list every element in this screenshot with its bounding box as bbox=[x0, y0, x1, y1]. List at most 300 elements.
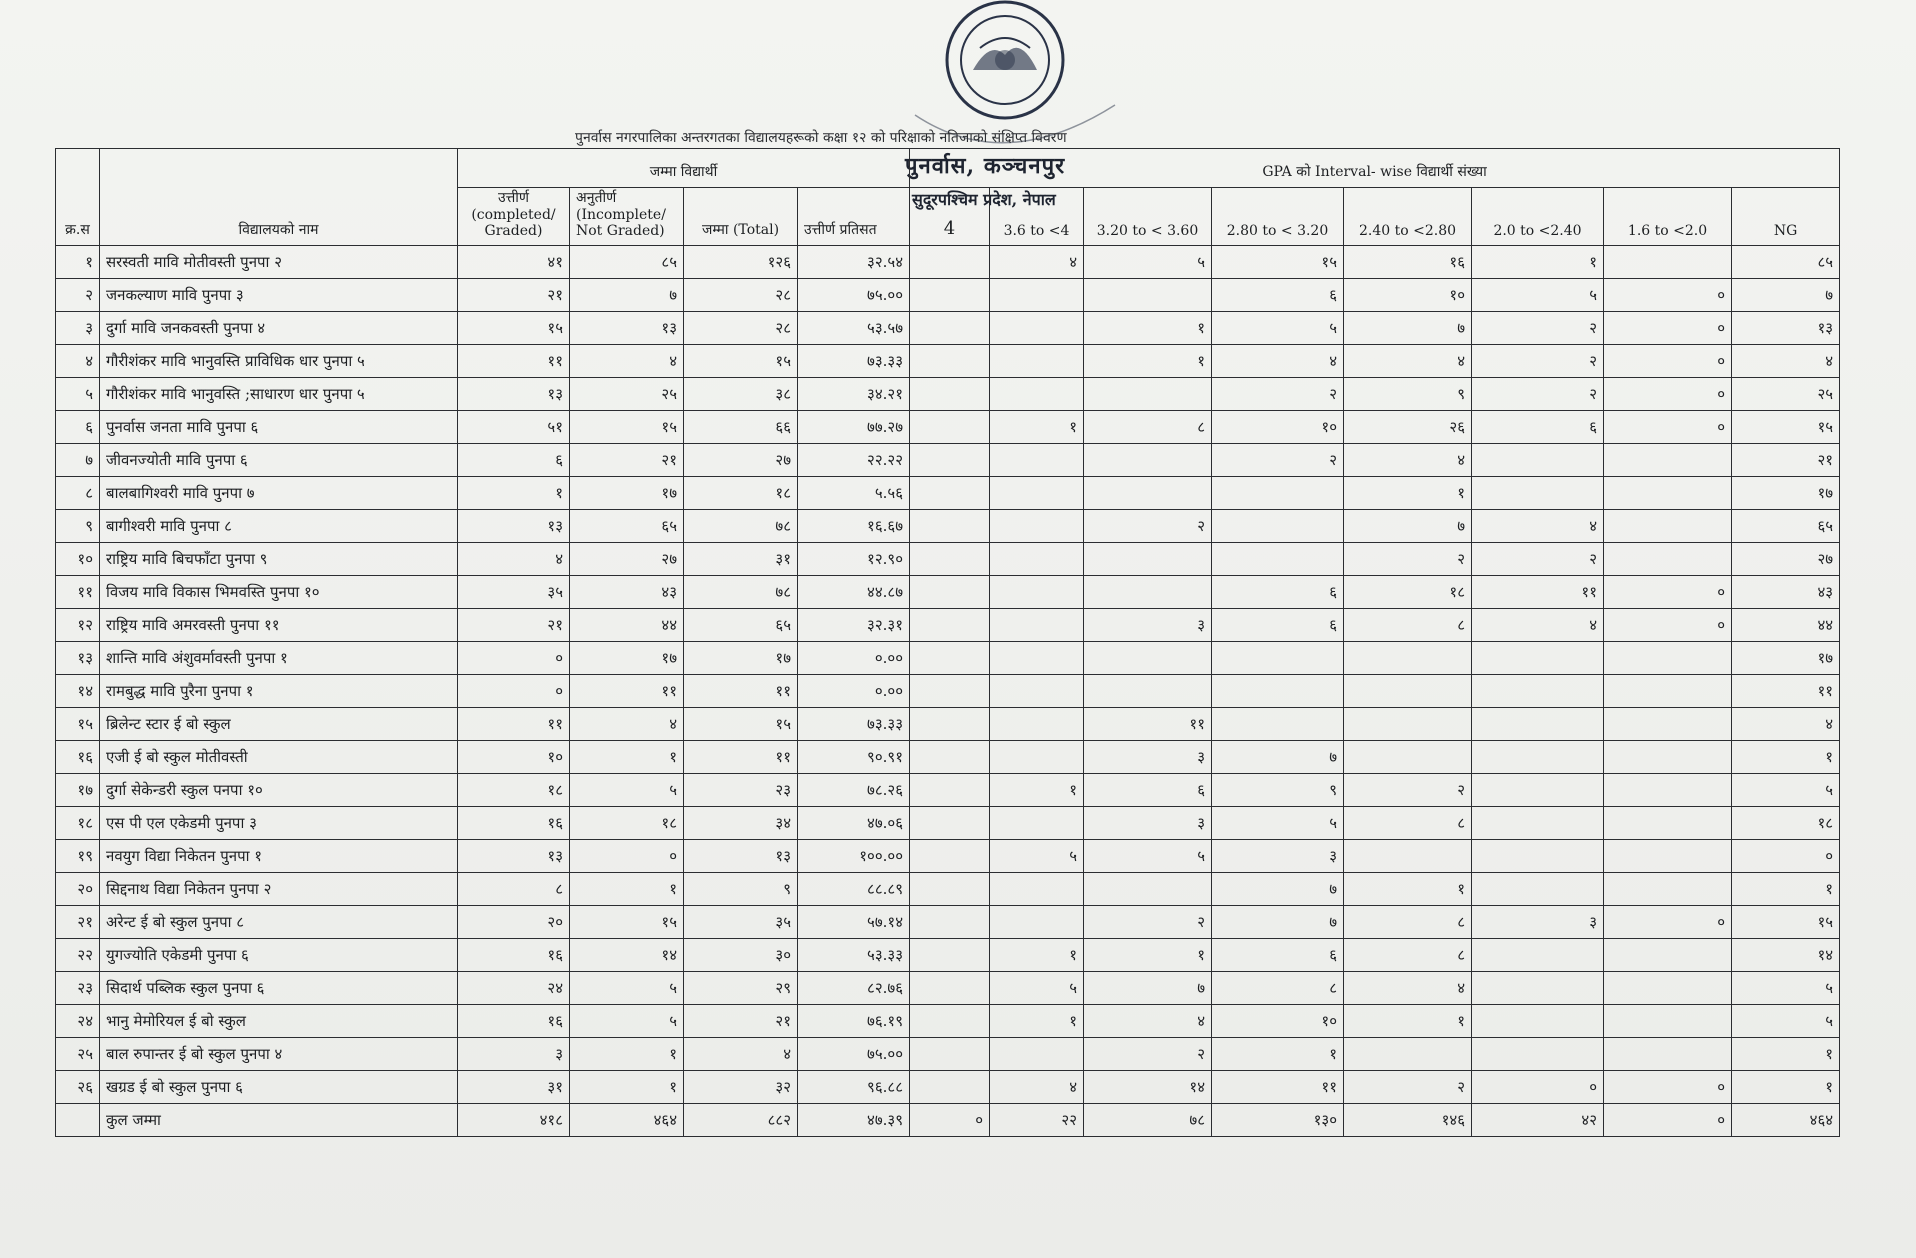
header-gpa-2-0: 2.0 to <2.40 bbox=[1472, 188, 1604, 246]
row-ng: ६५ bbox=[1732, 510, 1840, 543]
row-gpa-2-4: ९ bbox=[1344, 378, 1472, 411]
row-ng: ८५ bbox=[1732, 246, 1840, 279]
table-row bbox=[56, 675, 1840, 708]
row-pass-percent: ३४.२१ bbox=[798, 378, 910, 411]
row-passed: ११ bbox=[458, 345, 570, 378]
row-gpa-2-8: ४ bbox=[1212, 345, 1344, 378]
row-school-name: सरस्वती मावि मोतीवस्ती पुनपा २ bbox=[100, 246, 458, 279]
row-gpa-4 bbox=[910, 873, 990, 906]
row-gpa-2-8: ५ bbox=[1212, 807, 1344, 840]
row-school-name: युगज्योति एकेडमी पुनपा ६ bbox=[100, 939, 458, 972]
row-gpa-4 bbox=[910, 477, 990, 510]
table-row bbox=[56, 378, 1840, 411]
row-gpa-2-4: १ bbox=[1344, 1005, 1472, 1038]
row-gpa-2-8: १० bbox=[1212, 1005, 1344, 1038]
row-gpa-4 bbox=[910, 972, 990, 1005]
row-gpa-2-0: २ bbox=[1472, 378, 1604, 411]
row-failed: २७ bbox=[570, 543, 684, 576]
row-gpa-3-6 bbox=[990, 279, 1084, 312]
total-label: कुल जम्मा bbox=[100, 1104, 458, 1137]
results-body bbox=[56, 246, 1840, 1104]
row-gpa-1-6 bbox=[1604, 807, 1732, 840]
row-failed: ११ bbox=[570, 675, 684, 708]
row-gpa-2-8: ७ bbox=[1212, 741, 1344, 774]
row-gpa-1-6: ० bbox=[1604, 279, 1732, 312]
row-failed: १ bbox=[570, 741, 684, 774]
row-sn: ३ bbox=[56, 312, 100, 345]
row-passed: १३ bbox=[458, 840, 570, 873]
row-sn: २५ bbox=[56, 1038, 100, 1071]
row-gpa-1-6 bbox=[1604, 972, 1732, 1005]
row-ng: १५ bbox=[1732, 906, 1840, 939]
row-ng: १५ bbox=[1732, 411, 1840, 444]
row-gpa-3-2 bbox=[1084, 675, 1212, 708]
row-ng: १ bbox=[1732, 1038, 1840, 1071]
row-passed: ३ bbox=[458, 1038, 570, 1071]
total-row bbox=[56, 1104, 1840, 1137]
row-gpa-1-6 bbox=[1604, 840, 1732, 873]
row-passed: ३५ bbox=[458, 576, 570, 609]
header-failed-line1: अनुतीर्ण bbox=[576, 190, 617, 206]
row-gpa-2-4: ८ bbox=[1344, 939, 1472, 972]
table-row bbox=[56, 873, 1840, 906]
row-pass-percent: ५३.३३ bbox=[798, 939, 910, 972]
row-total: २१ bbox=[684, 1005, 798, 1038]
table-row bbox=[56, 444, 1840, 477]
header-ng: NG bbox=[1732, 188, 1840, 246]
row-gpa-3-2: १ bbox=[1084, 345, 1212, 378]
row-gpa-2-8: ७ bbox=[1212, 873, 1344, 906]
row-total: ३८ bbox=[684, 378, 798, 411]
row-passed: ४१ bbox=[458, 246, 570, 279]
total-gpa-3-6: २२ bbox=[990, 1104, 1084, 1137]
row-pass-percent: ५७.१४ bbox=[798, 906, 910, 939]
row-passed: १६ bbox=[458, 1005, 570, 1038]
row-sn: १२ bbox=[56, 609, 100, 642]
table-row bbox=[56, 1038, 1840, 1071]
row-gpa-2-4: ४ bbox=[1344, 972, 1472, 1005]
row-pass-percent: ०.०० bbox=[798, 642, 910, 675]
row-failed: १५ bbox=[570, 906, 684, 939]
table-row bbox=[56, 312, 1840, 345]
row-school-name: दुर्गा सेकेन्डरी स्कुल पनपा १० bbox=[100, 774, 458, 807]
header-gpa-4: 4 bbox=[910, 188, 990, 246]
row-gpa-4 bbox=[910, 675, 990, 708]
row-gpa-3-2: ५ bbox=[1084, 246, 1212, 279]
row-gpa-3-2: ३ bbox=[1084, 609, 1212, 642]
row-ng: ४ bbox=[1732, 708, 1840, 741]
row-gpa-2-8: ६ bbox=[1212, 939, 1344, 972]
row-gpa-2-8: ६ bbox=[1212, 609, 1344, 642]
total-gpa-2-4: १४६ bbox=[1344, 1104, 1472, 1137]
row-failed: १ bbox=[570, 873, 684, 906]
row-gpa-1-6 bbox=[1604, 246, 1732, 279]
row-sn: ६ bbox=[56, 411, 100, 444]
row-failed: १५ bbox=[570, 411, 684, 444]
row-sn: ५ bbox=[56, 378, 100, 411]
row-sn: २ bbox=[56, 279, 100, 312]
row-sn: १ bbox=[56, 246, 100, 279]
row-gpa-4 bbox=[910, 444, 990, 477]
row-gpa-2-8: २ bbox=[1212, 378, 1344, 411]
total-sn-cell bbox=[56, 1104, 100, 1137]
row-ng: ४३ bbox=[1732, 576, 1840, 609]
row-total: ११ bbox=[684, 741, 798, 774]
row-gpa-4 bbox=[910, 609, 990, 642]
total-failed: ४६४ bbox=[570, 1104, 684, 1137]
row-school-name: गौरीशंकर मावि भानुवस्ति प्राविधिक धार पुनपा ५ bbox=[100, 345, 458, 378]
row-gpa-2-4: १ bbox=[1344, 477, 1472, 510]
row-gpa-3-6 bbox=[990, 543, 1084, 576]
total-gpa-4: ० bbox=[910, 1104, 990, 1137]
row-gpa-2-4: ८ bbox=[1344, 609, 1472, 642]
row-total: २८ bbox=[684, 312, 798, 345]
row-total: ७८ bbox=[684, 510, 798, 543]
row-ng: ४४ bbox=[1732, 609, 1840, 642]
row-pass-percent: ७३.३३ bbox=[798, 345, 910, 378]
row-gpa-4 bbox=[910, 708, 990, 741]
row-gpa-2-0 bbox=[1472, 840, 1604, 873]
row-gpa-4 bbox=[910, 312, 990, 345]
header-sn: क्र.स bbox=[56, 149, 100, 246]
row-school-name: सिद्दनाथ विद्या निकेतन पुनपा २ bbox=[100, 873, 458, 906]
row-school-name: गौरीशंकर मावि भानुवस्ति ;साधारण धार पुनपा ५ bbox=[100, 378, 458, 411]
row-gpa-3-6: १ bbox=[990, 1005, 1084, 1038]
table-row bbox=[56, 939, 1840, 972]
row-passed: २१ bbox=[458, 609, 570, 642]
row-gpa-4 bbox=[910, 1038, 990, 1071]
row-gpa-3-6 bbox=[990, 609, 1084, 642]
row-gpa-4 bbox=[910, 939, 990, 972]
row-total: ७८ bbox=[684, 576, 798, 609]
row-sn: ९ bbox=[56, 510, 100, 543]
row-gpa-2-0 bbox=[1472, 774, 1604, 807]
row-passed: १६ bbox=[458, 939, 570, 972]
table-row bbox=[56, 477, 1840, 510]
row-ng: ५ bbox=[1732, 1005, 1840, 1038]
row-gpa-2-8: १५ bbox=[1212, 246, 1344, 279]
row-ng: ११ bbox=[1732, 675, 1840, 708]
row-school-name: राष्ट्रिय मावि बिचफाँटा पुनपा ९ bbox=[100, 543, 458, 576]
row-gpa-2-0: ५ bbox=[1472, 279, 1604, 312]
total-gpa-1-6: ० bbox=[1604, 1104, 1732, 1137]
row-gpa-3-6 bbox=[990, 1038, 1084, 1071]
row-gpa-1-6: ० bbox=[1604, 1071, 1732, 1104]
row-gpa-2-0: २ bbox=[1472, 543, 1604, 576]
row-failed: १ bbox=[570, 1071, 684, 1104]
row-gpa-2-0: ० bbox=[1472, 1071, 1604, 1104]
row-gpa-1-6 bbox=[1604, 510, 1732, 543]
row-total: २९ bbox=[684, 972, 798, 1005]
row-gpa-4 bbox=[910, 1071, 990, 1104]
header-gpa-1-6: 1.6 to <2.0 bbox=[1604, 188, 1732, 246]
row-gpa-2-4 bbox=[1344, 840, 1472, 873]
table-row bbox=[56, 906, 1840, 939]
row-sn: २० bbox=[56, 873, 100, 906]
row-gpa-3-6 bbox=[990, 378, 1084, 411]
row-passed: ० bbox=[458, 642, 570, 675]
table-row bbox=[56, 411, 1840, 444]
row-gpa-2-8: ९ bbox=[1212, 774, 1344, 807]
row-gpa-3-6: ५ bbox=[990, 972, 1084, 1005]
header-gpa-3-6: 3.6 to <4 bbox=[990, 188, 1084, 246]
row-school-name: रामबुद्ध मावि पुरैना पुनपा १ bbox=[100, 675, 458, 708]
row-gpa-2-4: २ bbox=[1344, 1071, 1472, 1104]
row-gpa-1-6: ० bbox=[1604, 576, 1732, 609]
row-gpa-2-4: ४ bbox=[1344, 345, 1472, 378]
row-total: ३२ bbox=[684, 1071, 798, 1104]
row-sn: १५ bbox=[56, 708, 100, 741]
row-gpa-3-6 bbox=[990, 477, 1084, 510]
table-row bbox=[56, 543, 1840, 576]
header-gpa-3-2: 3.20 to < 3.60 bbox=[1084, 188, 1212, 246]
row-gpa-2-0 bbox=[1472, 675, 1604, 708]
row-gpa-2-8 bbox=[1212, 675, 1344, 708]
row-total: १८ bbox=[684, 477, 798, 510]
row-gpa-1-6 bbox=[1604, 675, 1732, 708]
header-failed bbox=[570, 188, 684, 246]
row-school-name: बागीश्वरी मावि पुनपा ८ bbox=[100, 510, 458, 543]
stamp-place-text: पुनर्वास, कञ्चनपुर bbox=[905, 153, 1066, 179]
row-gpa-2-0: ४ bbox=[1472, 609, 1604, 642]
row-gpa-4 bbox=[910, 774, 990, 807]
row-school-name: खग्रड ई बो स्कुल पुनपा ६ bbox=[100, 1071, 458, 1104]
row-sn: १० bbox=[56, 543, 100, 576]
row-gpa-2-0 bbox=[1472, 873, 1604, 906]
row-pass-percent: ७५.०० bbox=[798, 279, 910, 312]
row-ng: २७ bbox=[1732, 543, 1840, 576]
row-gpa-2-0: २ bbox=[1472, 345, 1604, 378]
total-gpa-2-0: ४२ bbox=[1472, 1104, 1604, 1137]
row-gpa-2-8: ३ bbox=[1212, 840, 1344, 873]
row-gpa-4 bbox=[910, 279, 990, 312]
row-gpa-3-6 bbox=[990, 312, 1084, 345]
row-gpa-2-0 bbox=[1472, 741, 1604, 774]
row-school-name: राष्ट्रिय मावि अमरवस्ती पुनपा ११ bbox=[100, 609, 458, 642]
row-gpa-2-4: १६ bbox=[1344, 246, 1472, 279]
table-row bbox=[56, 642, 1840, 675]
row-passed: १० bbox=[458, 741, 570, 774]
row-failed: ५ bbox=[570, 774, 684, 807]
row-passed: ३१ bbox=[458, 1071, 570, 1104]
header-failed-line3: Not Graded) bbox=[576, 223, 665, 239]
row-gpa-2-4: १ bbox=[1344, 873, 1472, 906]
table-row bbox=[56, 708, 1840, 741]
row-gpa-2-8 bbox=[1212, 543, 1344, 576]
row-pass-percent: २२.२२ bbox=[798, 444, 910, 477]
row-gpa-4 bbox=[910, 906, 990, 939]
row-total: ४ bbox=[684, 1038, 798, 1071]
row-ng: ० bbox=[1732, 840, 1840, 873]
row-total: ६६ bbox=[684, 411, 798, 444]
total-ng: ४६४ bbox=[1732, 1104, 1840, 1137]
row-pass-percent: १६.६७ bbox=[798, 510, 910, 543]
row-gpa-3-6: १ bbox=[990, 411, 1084, 444]
row-gpa-1-6 bbox=[1604, 444, 1732, 477]
total-total: ८८२ bbox=[684, 1104, 798, 1137]
row-gpa-3-2: २ bbox=[1084, 510, 1212, 543]
row-passed: २४ bbox=[458, 972, 570, 1005]
table-row bbox=[56, 510, 1840, 543]
table-row bbox=[56, 807, 1840, 840]
row-gpa-1-6: ० bbox=[1604, 378, 1732, 411]
row-passed: १३ bbox=[458, 510, 570, 543]
row-failed: १७ bbox=[570, 477, 684, 510]
row-gpa-4 bbox=[910, 345, 990, 378]
row-gpa-3-2 bbox=[1084, 642, 1212, 675]
row-gpa-2-8 bbox=[1212, 510, 1344, 543]
header-passed-line2: (completed/ bbox=[471, 207, 556, 223]
row-passed: १ bbox=[458, 477, 570, 510]
row-school-name: ब्रिलेन्ट स्टार ई बो स्कुल bbox=[100, 708, 458, 741]
row-ng: १३ bbox=[1732, 312, 1840, 345]
row-sn: १८ bbox=[56, 807, 100, 840]
row-passed: ८ bbox=[458, 873, 570, 906]
row-school-name: जनकल्याण मावि पुनपा ३ bbox=[100, 279, 458, 312]
row-passed: ६ bbox=[458, 444, 570, 477]
row-gpa-1-6: ० bbox=[1604, 345, 1732, 378]
header-passed-line3: Graded) bbox=[484, 223, 543, 239]
row-sn: २४ bbox=[56, 1005, 100, 1038]
row-failed: १४ bbox=[570, 939, 684, 972]
row-gpa-3-2: १ bbox=[1084, 939, 1212, 972]
row-gpa-2-4: १८ bbox=[1344, 576, 1472, 609]
row-gpa-2-8 bbox=[1212, 477, 1344, 510]
row-gpa-2-4: २६ bbox=[1344, 411, 1472, 444]
row-gpa-3-6: ४ bbox=[990, 1071, 1084, 1104]
row-failed: ७ bbox=[570, 279, 684, 312]
row-passed: ११ bbox=[458, 708, 570, 741]
row-total: १५ bbox=[684, 345, 798, 378]
row-gpa-4 bbox=[910, 741, 990, 774]
row-failed: ४३ bbox=[570, 576, 684, 609]
row-gpa-2-4: ८ bbox=[1344, 906, 1472, 939]
row-school-name: दुर्गा मावि जनकवस्ती पुनपा ४ bbox=[100, 312, 458, 345]
row-gpa-1-6 bbox=[1604, 873, 1732, 906]
row-ng: ४ bbox=[1732, 345, 1840, 378]
row-gpa-1-6 bbox=[1604, 1038, 1732, 1071]
row-gpa-1-6 bbox=[1604, 774, 1732, 807]
row-gpa-2-4 bbox=[1344, 741, 1472, 774]
row-school-name: सिदार्थ पब्लिक स्कुल पुनपा ६ bbox=[100, 972, 458, 1005]
table-row bbox=[56, 246, 1840, 279]
row-gpa-3-6 bbox=[990, 675, 1084, 708]
row-total: २३ bbox=[684, 774, 798, 807]
row-gpa-3-6 bbox=[990, 807, 1084, 840]
results-table bbox=[55, 148, 1840, 1137]
row-ng: १ bbox=[1732, 741, 1840, 774]
row-pass-percent: ५.५६ bbox=[798, 477, 910, 510]
row-gpa-3-2: ६ bbox=[1084, 774, 1212, 807]
row-total: ३४ bbox=[684, 807, 798, 840]
row-gpa-3-2 bbox=[1084, 378, 1212, 411]
row-pass-percent: ३२.३१ bbox=[798, 609, 910, 642]
row-gpa-2-0 bbox=[1472, 477, 1604, 510]
row-failed: ५ bbox=[570, 972, 684, 1005]
row-gpa-2-0 bbox=[1472, 444, 1604, 477]
table-row bbox=[56, 774, 1840, 807]
row-gpa-3-6 bbox=[990, 444, 1084, 477]
row-gpa-3-2: १४ bbox=[1084, 1071, 1212, 1104]
row-gpa-3-6 bbox=[990, 642, 1084, 675]
row-gpa-2-0 bbox=[1472, 939, 1604, 972]
row-gpa-3-2 bbox=[1084, 543, 1212, 576]
row-gpa-2-0: ४ bbox=[1472, 510, 1604, 543]
row-gpa-4 bbox=[910, 576, 990, 609]
row-gpa-2-4: ४ bbox=[1344, 444, 1472, 477]
row-ng: १७ bbox=[1732, 642, 1840, 675]
row-ng: १ bbox=[1732, 1071, 1840, 1104]
row-gpa-2-0 bbox=[1472, 1038, 1604, 1071]
row-gpa-4 bbox=[910, 378, 990, 411]
row-gpa-2-4: ७ bbox=[1344, 510, 1472, 543]
row-failed: ६५ bbox=[570, 510, 684, 543]
row-pass-percent: ७६.१९ bbox=[798, 1005, 910, 1038]
row-gpa-2-8 bbox=[1212, 642, 1344, 675]
row-school-name: नवयुग विद्या निकेतन पुनपा १ bbox=[100, 840, 458, 873]
row-sn: १६ bbox=[56, 741, 100, 774]
row-gpa-1-6: ० bbox=[1604, 411, 1732, 444]
row-sn: २२ bbox=[56, 939, 100, 972]
row-gpa-3-2: १ bbox=[1084, 312, 1212, 345]
row-gpa-3-2 bbox=[1084, 279, 1212, 312]
row-sn: १७ bbox=[56, 774, 100, 807]
row-gpa-3-6: ४ bbox=[990, 246, 1084, 279]
row-pass-percent: ४७.०६ bbox=[798, 807, 910, 840]
row-gpa-3-6 bbox=[990, 708, 1084, 741]
row-sn: २६ bbox=[56, 1071, 100, 1104]
row-failed: ८५ bbox=[570, 246, 684, 279]
row-gpa-4 bbox=[910, 411, 990, 444]
row-pass-percent: ७५.०० bbox=[798, 1038, 910, 1071]
row-gpa-3-6 bbox=[990, 510, 1084, 543]
table-row bbox=[56, 972, 1840, 1005]
row-gpa-3-2: ७ bbox=[1084, 972, 1212, 1005]
row-gpa-3-2: ११ bbox=[1084, 708, 1212, 741]
row-failed: २५ bbox=[570, 378, 684, 411]
row-pass-percent: ९६.८८ bbox=[798, 1071, 910, 1104]
row-school-name: बाल रुपान्तर ई बो स्कुल पुनपा ४ bbox=[100, 1038, 458, 1071]
row-gpa-2-4: २ bbox=[1344, 774, 1472, 807]
row-school-name: अरेन्ट ई बो स्कुल पुनपा ८ bbox=[100, 906, 458, 939]
row-gpa-1-6: ० bbox=[1604, 609, 1732, 642]
row-ng: १८ bbox=[1732, 807, 1840, 840]
row-passed: २० bbox=[458, 906, 570, 939]
row-gpa-2-0 bbox=[1472, 807, 1604, 840]
header-pass-percent: उत्तीर्ण प्रतिसत bbox=[798, 188, 910, 246]
row-failed: ४ bbox=[570, 708, 684, 741]
row-gpa-3-2: २ bbox=[1084, 1038, 1212, 1071]
row-total: ३१ bbox=[684, 543, 798, 576]
row-gpa-3-2 bbox=[1084, 444, 1212, 477]
row-gpa-2-8: ११ bbox=[1212, 1071, 1344, 1104]
row-pass-percent: ४४.८७ bbox=[798, 576, 910, 609]
row-school-name: विजय मावि विकास भिमवस्ति पुनपा १० bbox=[100, 576, 458, 609]
row-sn: १९ bbox=[56, 840, 100, 873]
row-gpa-2-4 bbox=[1344, 1038, 1472, 1071]
row-gpa-2-0 bbox=[1472, 972, 1604, 1005]
row-passed: ५१ bbox=[458, 411, 570, 444]
row-failed: १७ bbox=[570, 642, 684, 675]
table-row bbox=[56, 741, 1840, 774]
row-total: ६५ bbox=[684, 609, 798, 642]
row-school-name: जीवनज्योती मावि पुनपा ६ bbox=[100, 444, 458, 477]
header-passed bbox=[458, 188, 570, 246]
row-gpa-4 bbox=[910, 246, 990, 279]
row-gpa-2-4: २ bbox=[1344, 543, 1472, 576]
row-pass-percent: १००.०० bbox=[798, 840, 910, 873]
row-gpa-2-4 bbox=[1344, 675, 1472, 708]
